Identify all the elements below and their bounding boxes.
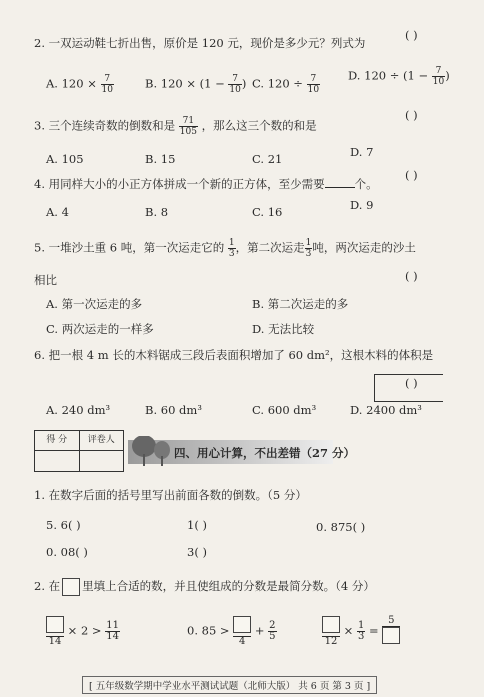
- num: [233, 616, 251, 637]
- den: 10: [307, 85, 320, 95]
- q6-option-a[interactable]: A. 240 dm³: [46, 403, 111, 417]
- den: 12: [324, 636, 338, 647]
- q4-stem-post: 个。: [354, 177, 378, 191]
- s2-e1-rhs: [105, 621, 120, 642]
- q3-option-a[interactable]: A. 105: [46, 152, 84, 166]
- s2-e3-result-box[interactable]: [382, 627, 400, 644]
- num: 11: [106, 620, 119, 631]
- s2-stem-pre: 2. 在: [34, 579, 61, 593]
- s1-item-3[interactable]: 0. 875( ): [316, 520, 366, 534]
- q6-answer-paren[interactable]: ( ): [405, 376, 418, 390]
- q4-stem: [34, 177, 378, 191]
- q2-stem: 2. 一双运动鞋七折出售，原价是 120 元，现价是多少元？列式为: [34, 36, 366, 50]
- den: 14: [106, 631, 119, 642]
- q2-b-close: ): [241, 76, 247, 91]
- q2-d-fraction: [432, 66, 445, 87]
- q4-blank[interactable]: [325, 177, 355, 188]
- q2-option-c[interactable]: [252, 74, 320, 95]
- q2-d-text: D. 120 ÷ (1 −: [348, 68, 429, 83]
- q3-stem-pre: 3. 三个连续奇数的倒数和是: [34, 118, 176, 133]
- num: 71: [179, 116, 198, 127]
- den: 3: [228, 249, 235, 259]
- s2-e3-input-box[interactable]: [322, 616, 340, 633]
- den: 10: [432, 77, 445, 87]
- q2-c-text: C. 120 ÷: [252, 76, 303, 91]
- q3-fraction: [179, 116, 198, 137]
- s2-e3-op: ×: [343, 623, 354, 638]
- s2-e2-op: +: [254, 623, 265, 638]
- s2-expr-2: [187, 616, 277, 647]
- q4-stem-pre: 4. 用同样大小的小正方体拼成一个新的正方体，至少需要: [34, 177, 325, 191]
- q2-b-text: B. 120 × (1 −: [145, 76, 225, 91]
- q2-a-text: A. 120 ×: [46, 76, 97, 91]
- q4-option-c[interactable]: C. 16: [252, 205, 283, 219]
- s2-e2-rhs: [268, 621, 276, 642]
- q3-answer-paren[interactable]: ( ): [405, 108, 418, 122]
- den: [382, 627, 400, 647]
- q5-pre: 5. 一堆沙土重 6 吨，第一次运走它的: [34, 240, 225, 255]
- s2-e3-mult: [357, 621, 365, 642]
- den: 5: [269, 631, 276, 642]
- q6-option-b[interactable]: B. 60 dm³: [145, 403, 202, 417]
- q2-d-close: ): [445, 68, 450, 83]
- score-cell[interactable]: [35, 451, 80, 471]
- q2-option-b[interactable]: [145, 74, 246, 95]
- q3-option-d[interactable]: D. 7: [350, 145, 374, 159]
- q5-mid: ，第二次运走: [235, 240, 305, 255]
- num: [46, 616, 64, 637]
- q5-option-c[interactable]: C. 两次运走的一样多: [46, 322, 154, 336]
- q2-c-fraction: [307, 74, 320, 95]
- num: 1: [305, 238, 312, 248]
- q6-stem: 6. 把一根 4 m 长的木料锯成三段后表面积增加了 60 dm²，这根木料的体积是: [34, 348, 434, 362]
- q4-option-b[interactable]: B. 8: [145, 205, 169, 219]
- s1-item-4[interactable]: 0. 08( ): [46, 545, 88, 559]
- q4-option-d[interactable]: D. 9: [350, 198, 374, 212]
- num: [322, 616, 340, 637]
- den: 10: [229, 85, 241, 95]
- score-header-row: [35, 431, 123, 451]
- s2-e1-input-box[interactable]: [46, 616, 64, 633]
- s1-item-5[interactable]: 3( ): [187, 545, 207, 559]
- s2-sample-box: [62, 578, 80, 596]
- q5-fraction-1: [228, 238, 236, 259]
- num: 5: [382, 616, 400, 627]
- s1-item-2[interactable]: 1( ): [187, 518, 207, 532]
- q4-option-a[interactable]: A. 4: [46, 205, 69, 219]
- q5-stem-line2: 相比: [34, 273, 57, 287]
- q5-answer-paren[interactable]: ( ): [405, 269, 418, 283]
- den: 3: [305, 249, 312, 259]
- q6-option-c[interactable]: C. 600 dm³: [252, 403, 317, 417]
- score-label: 得 分: [35, 431, 80, 450]
- q3-stem-post: ，那么这三个数的和是: [201, 118, 317, 133]
- q2-b-fraction: [228, 74, 241, 95]
- den: 3: [357, 631, 365, 642]
- den: 14: [48, 636, 62, 647]
- s2-e1-fraction: [46, 616, 64, 647]
- s2-stem: [34, 578, 375, 596]
- q5-stem: [34, 238, 416, 259]
- page-footer: [ 五年级数学期中学业水平测试试题（北师大版） 共 6 页 第 3 页 ]: [82, 676, 377, 694]
- s2-e2-input-box[interactable]: [233, 616, 251, 633]
- q5-option-d[interactable]: D. 无法比较: [252, 322, 315, 336]
- s2-e2-fraction: [233, 616, 251, 647]
- num: 7: [101, 74, 114, 85]
- s2-expr-1: [46, 616, 120, 647]
- grader-label: 评卷人: [87, 435, 115, 445]
- s2-stem-post: 里填上合适的数，并且使组成的分数是最简分数。（4 分）: [82, 579, 375, 593]
- num: 2: [269, 620, 276, 631]
- q6-option-d[interactable]: D. 2400 dm³: [350, 403, 422, 417]
- s2-e2-pre: 0. 85 >: [187, 623, 230, 638]
- den: 105: [179, 127, 197, 137]
- den: 4: [239, 636, 246, 647]
- q3-option-b[interactable]: B. 15: [145, 152, 176, 166]
- num: 1: [357, 620, 365, 631]
- s2-expr-3: [322, 616, 400, 647]
- s2-e3-result: [382, 616, 400, 647]
- num: 7: [307, 74, 320, 85]
- s2-e3-fraction: [322, 616, 340, 647]
- num: 7: [432, 66, 445, 77]
- q5-post: 吨，两次运走的沙土: [312, 240, 416, 255]
- s1-stem: 1. 在数字后面的括号里写出前面各数的倒数。（5 分）: [34, 488, 307, 502]
- score-input-row: [35, 451, 123, 471]
- den: 10: [101, 85, 113, 95]
- s1-item-1[interactable]: 5. 6( ): [46, 518, 81, 532]
- q5-option-a[interactable]: A. 第一次运走的多: [46, 297, 143, 311]
- q5-option-b[interactable]: B. 第二次运走的多: [252, 297, 349, 311]
- num: 1: [228, 238, 235, 248]
- q2-answer-paren[interactable]: ( ): [405, 28, 418, 42]
- q3-stem: [34, 116, 317, 137]
- q2-a-fraction: [101, 74, 114, 95]
- q3-option-c[interactable]: C. 21: [252, 152, 283, 166]
- num: 7: [228, 74, 241, 85]
- score-table: [34, 430, 124, 472]
- q2-option-a[interactable]: [46, 74, 114, 95]
- grader-cell[interactable]: [80, 451, 124, 471]
- q4-answer-paren[interactable]: ( ): [405, 168, 418, 182]
- s2-e3-eq: =: [368, 623, 379, 638]
- section-4-title: 四、用心计算，不出差错（27 分）: [174, 446, 356, 460]
- q2-option-d[interactable]: [348, 66, 450, 87]
- s2-e1-op: × 2 >: [67, 623, 102, 638]
